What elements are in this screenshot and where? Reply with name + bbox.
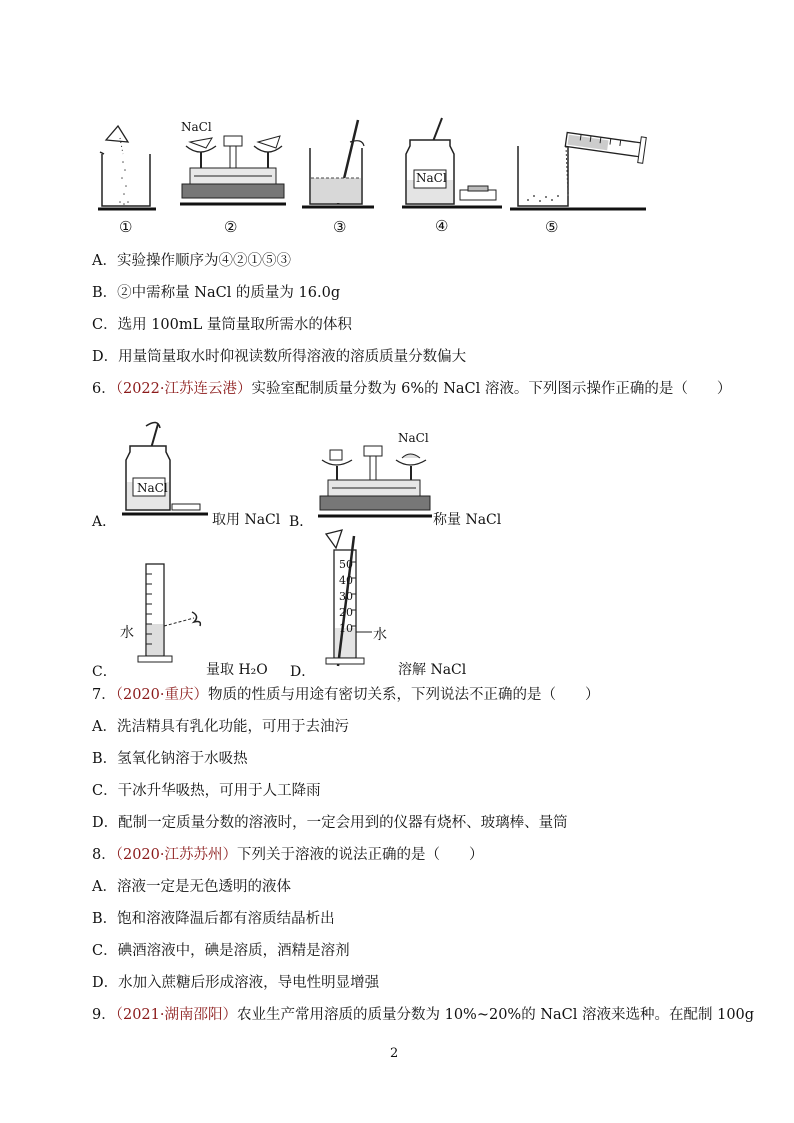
q6-d-tick-10: 10 bbox=[339, 622, 353, 635]
q6-a-caption: 取用 NaCl bbox=[212, 512, 281, 528]
q6-a-jar-figure bbox=[120, 418, 210, 520]
q6-d-tick-50: 50 bbox=[339, 558, 353, 571]
q5-option-b: B．②中需称量 NaCl 的质量为 16.0g bbox=[92, 285, 341, 301]
q9-number: 9． bbox=[92, 1007, 116, 1023]
beaker-stirring-figure bbox=[300, 118, 376, 212]
q6-d-caption: 溶解 NaCl bbox=[398, 662, 467, 678]
q9-source: （2021·湖南邵阳） bbox=[115, 1007, 237, 1023]
q6-d-letter: D． bbox=[290, 664, 316, 680]
q8-option-b: B．饱和溶液降温后都有溶质结晶析出 bbox=[92, 911, 335, 927]
q7-option-a: A．洗洁精具有乳化功能，可用于去油污 bbox=[92, 719, 349, 735]
pouring-cylinder-figure bbox=[510, 130, 646, 212]
q5-option-a: A．实验操作顺序为④②①⑤③ bbox=[92, 253, 291, 269]
q6-c-cylinder-figure bbox=[138, 560, 210, 668]
q6-a-jar-label: NaCl bbox=[137, 481, 168, 495]
q6-b-letter: B． bbox=[289, 514, 314, 530]
q8-option-a: A．溶液一定是无色透明的液体 bbox=[92, 879, 291, 895]
q7-number: 7． bbox=[92, 687, 116, 703]
q5-option-d: D．用量筒量取水时仰视读数所得溶液的溶质质量分数偏大 bbox=[92, 349, 467, 365]
q6-stem: 实验室配制质量分数为 6%的 NaCl 溶液。下列图示操作正确的是（ ） bbox=[251, 381, 732, 397]
q8-option-c: C．碘酒溶液中，碘是溶质，酒精是溶剂 bbox=[92, 943, 350, 959]
q8-number: 8． bbox=[92, 847, 116, 863]
q6-d-tick-30: 30 bbox=[339, 590, 353, 603]
q6-d-tick-40: 40 bbox=[339, 574, 353, 587]
question-8 bbox=[92, 846, 484, 864]
question-6 bbox=[92, 380, 731, 398]
figure-label-5: ⑤ bbox=[545, 218, 559, 236]
q7-option-c: C．干冰升华吸热，可用于人工降雨 bbox=[92, 783, 321, 799]
figure-label-3: ③ bbox=[333, 218, 347, 236]
figure-label-4: ④ bbox=[435, 217, 449, 235]
q6-b-balance-figure bbox=[318, 440, 432, 522]
question-9 bbox=[92, 1006, 754, 1024]
q6-source: （2022·江苏连云港） bbox=[115, 381, 252, 397]
beaker-pouring-figure bbox=[98, 118, 156, 212]
q7-option-b: B．氢氧化钠溶于水吸热 bbox=[92, 751, 248, 767]
q6-number: 6． bbox=[92, 381, 116, 397]
q8-stem: 下列关于溶液的说法正确的是（ ） bbox=[237, 847, 484, 863]
q8-source: （2020·江苏苏州） bbox=[115, 847, 237, 863]
q7-option-d: D．配制一定质量分数的溶液时，一定会用到的仪器有烧杯、玻璃棒、量筒 bbox=[92, 815, 568, 831]
q8-option-d: D．水加入蔗糖后形成溶液，导电性明显增强 bbox=[92, 975, 380, 991]
question-7 bbox=[92, 686, 600, 704]
q6-c-caption: 量取 H₂O bbox=[206, 662, 268, 678]
q6-a-letter: A． bbox=[92, 514, 117, 530]
q6-c-water-label: 水 bbox=[120, 625, 134, 641]
page-number: 2 bbox=[390, 1046, 399, 1061]
q6-d-water-label: 水 bbox=[373, 627, 387, 643]
nacl-jar-label-top: NaCl bbox=[416, 171, 447, 185]
nacl-tag-balance-top: NaCl bbox=[181, 120, 212, 134]
q6-c-letter: C． bbox=[92, 664, 117, 680]
q6-d-tick-20: 20 bbox=[339, 606, 353, 619]
q9-stem: 农业生产常用溶质的质量分数为 10%~20%的 NaCl 溶液来选种。在配制 100g bbox=[237, 1007, 755, 1023]
figure-label-1: ① bbox=[119, 218, 133, 236]
q6-b-caption: 称量 NaCl bbox=[433, 512, 502, 528]
q7-source: （2020·重庆） bbox=[115, 687, 208, 703]
q5-option-c: C．选用 100mL 量筒量取所需水的体积 bbox=[92, 317, 352, 333]
balance-figure-top bbox=[180, 134, 286, 210]
figure-label-2: ② bbox=[224, 218, 238, 236]
q6-b-nacl-tag: NaCl bbox=[398, 431, 429, 445]
q7-stem: 物质的性质与用途有密切关系，下列说法不正确的是（ ） bbox=[208, 687, 600, 703]
reagent-jar-figure-top bbox=[402, 116, 502, 212]
